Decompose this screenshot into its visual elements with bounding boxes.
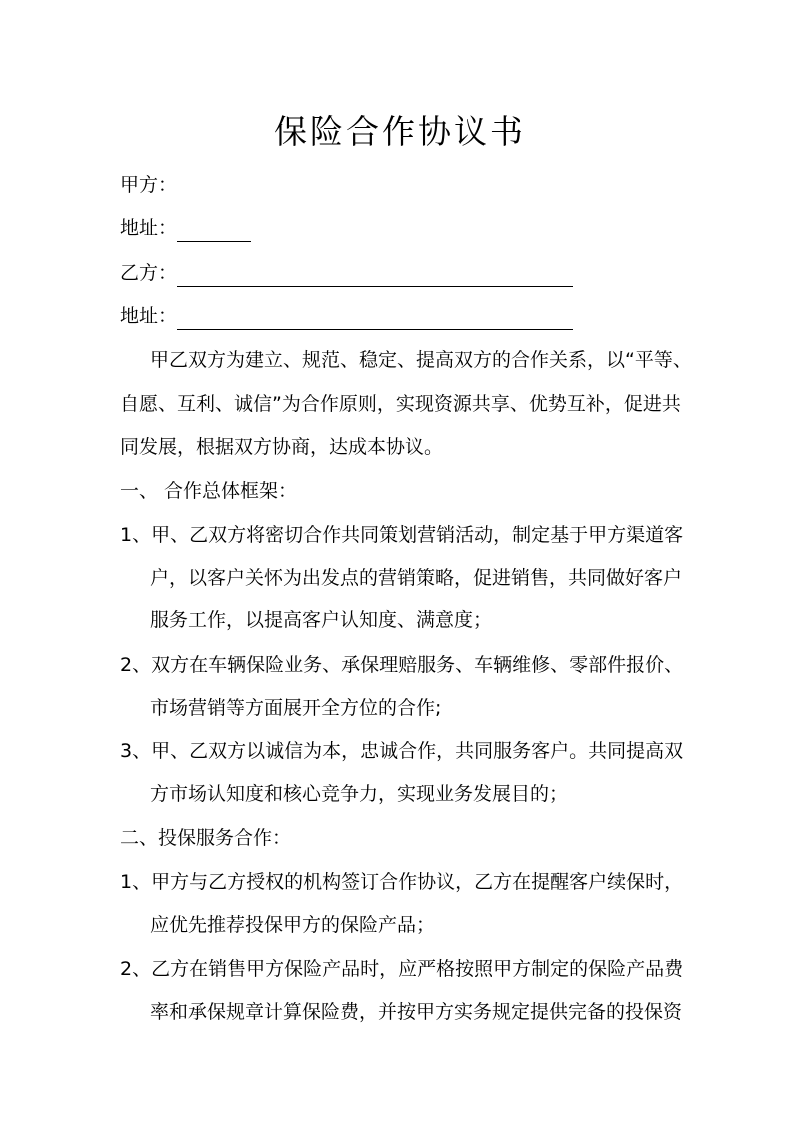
section-1-item-1-line: 户，以客户关怀为出发点的营销策略，促进销售，共同做好客户 <box>150 567 683 589</box>
section-1-item-1-line: 1、甲、乙双方将密切合作共同策划营销活动，制定基于甲方渠道客 <box>120 524 684 546</box>
section-1-item-3-line: 方市场认知度和核心竞争力，实现业务发展目的； <box>150 783 569 805</box>
party-b-blank <box>177 264 573 287</box>
section-2-item-1-line: 应优先推荐投保甲方的保险产品； <box>150 914 436 936</box>
party-b-label: 乙方： <box>120 262 178 284</box>
party-a-address-line <box>120 214 251 242</box>
section-1-heading: 一、 合作总体框架： <box>120 480 298 502</box>
party-b-line <box>120 259 573 287</box>
preamble-line: 同发展，根据双方协商，达成本协议。 <box>120 436 444 458</box>
party-a-label: 甲方： <box>120 174 178 196</box>
document-title: 保险合作协议书 <box>274 112 526 151</box>
section-2-heading: 二、投保服务合作： <box>120 827 292 849</box>
party-a-line <box>120 171 177 199</box>
preamble-line: 甲乙双方为建立、规范、稳定、提高双方的合作关系，以“平等、 <box>150 349 692 371</box>
section-1-item-3-line: 3、甲、乙双方以诚信为本，忠诚合作，共同服务客户。共同提高双 <box>120 740 684 762</box>
section-1-item-1-line: 服务工作，以提高客户认知度、满意度； <box>150 609 493 631</box>
party-a-address-label: 地址： <box>120 217 178 239</box>
section-1-item-2-line: 2、双方在车辆保险业务、承保理赔服务、车辆维修、零部件报价、 <box>120 654 684 676</box>
section-2-item-1-line: 1、甲方与乙方授权的机构签订合作协议，乙方在提醒客户续保时， <box>120 871 684 893</box>
party-b-address-line <box>120 302 573 330</box>
party-a-address-blank <box>177 219 251 242</box>
section-1-item-2-line: 市场营销等方面展开全方位的合作; <box>150 697 442 719</box>
party-b-address-label: 地址： <box>120 305 178 327</box>
preamble-line: 自愿、互利、诚信”为合作原则，实现资源共享、优势互补，促进共 <box>120 393 681 415</box>
section-2-item-2-line: 率和承保规章计算保险费，并按甲方实务规定提供完备的投保资 <box>150 1001 683 1023</box>
party-b-address-blank <box>177 307 573 330</box>
section-2-item-2-line: 2、乙方在销售甲方保险产品时，应严格按照甲方制定的保险产品费 <box>120 958 684 980</box>
